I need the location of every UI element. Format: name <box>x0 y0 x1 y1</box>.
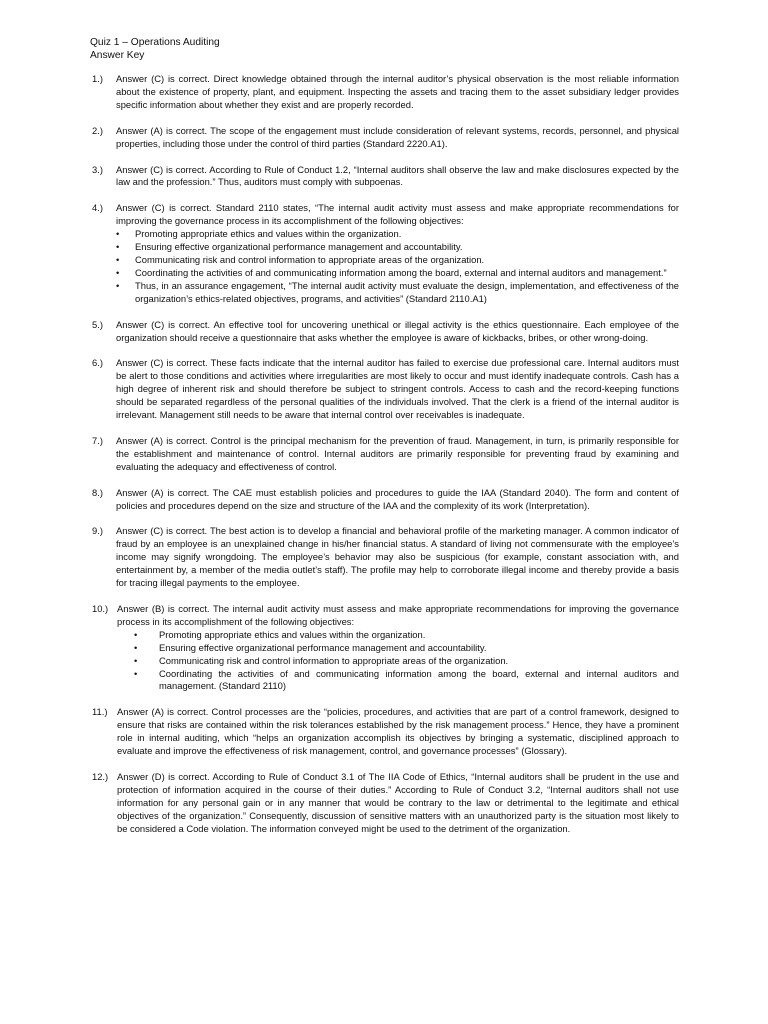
answer-item <box>92 435 679 474</box>
answer-number: 7.) <box>92 434 103 446</box>
answer-paragraph: Answer (C) is correct. Direct knowledge obtained through the internal auditor’s physical observation is the most reliable information about the existence of property, plant, and equipment. Inspecting the assets and tracing them to the asset subsidiary ledger provides specific information about whether they exist and are properly recorded. <box>116 73 679 110</box>
answer-paragraph: Answer (C) is correct. The best action is to develop a financial and behavioral profile of the marketing manager. A common indicator of fraud by an employee is an unexplained change in his/her financial status. A standard of living not commensurate with the employee’s income may signify wrongdoing. The employee’s behavior may also be suspicious (for example, constant association with, and entertainment by, a member of the media outlet’s staff). The profile may help to corroborate illegal income and thereby provide a basis for tracing illegal payments to the employee. <box>116 525 679 589</box>
answer-item <box>92 525 679 590</box>
answer-text <box>116 125 679 151</box>
answer-number: 2.) <box>92 124 103 136</box>
answer-item <box>92 202 679 305</box>
objective-item: • Promoting appropriate ethics and values within the organization. <box>116 228 679 241</box>
answer-number: 11.) <box>92 706 108 718</box>
objective-item: • Coordinating the activities of and communicating information among the board, external and internal auditors and management. (Standard 2110) <box>117 668 679 694</box>
answer-number: 12.) <box>92 770 109 782</box>
answer-text <box>117 706 679 758</box>
answer-item <box>92 357 679 422</box>
answer-item <box>92 319 679 345</box>
answer-text <box>117 603 679 693</box>
answer-item <box>92 706 679 758</box>
answer-item <box>92 125 679 151</box>
answer-number: 9.) <box>92 525 103 537</box>
objective-item: • Promoting appropriate ethics and values within the organization. <box>117 629 679 642</box>
answer-text <box>116 73 679 112</box>
objective-item: • Communicating risk and control information to appropriate areas of the organization. <box>117 655 679 668</box>
answer-paragraph: Answer (D) is correct. According to Rule of Conduct 3.1 of The IIA Code of Ethics, “Internal auditors shall be prudent in the use and protection of information acquired in the course of their duties.” According to Rule of Conduct 3.2, “Internal auditors shall not use information for any personal gain or in any manner that would be contrary to the law or detrimental to the legitimate and ethical objectives of the organization.” Consequently, discussion of sensitive matters with an unauthorized party is the situation most likely to be considered a Code violation. The information conveyed might be used to the detriment of the organization. <box>117 770 679 834</box>
answer-paragraph: Answer (C) is correct. An effective tool for uncovering unethical or illegal activity is the ethics questionnaire. Each employee of the organization should receive a questionnaire that asks whether the employee is aware of kickbacks, bribes, or other wrong-doing. <box>116 318 679 343</box>
objective-item: • Coordinating the activities of and communicating information among the board, external and internal auditors and management.” <box>116 267 679 280</box>
answer-item <box>92 603 679 693</box>
answer-item <box>92 73 679 112</box>
answer-paragraph: Answer (C) is correct. These facts indicate that the internal auditor has failed to exercise due professional care. Internal auditors must be alert to those conditions and activities where irregularities are most likely to occur and must identify inadequate controls. Cash has a high degree of inherent risk and should therefore be subject to stringent controls. Access to cash and the record-keeping functions should be separated regardless of the personal qualities of the individuals involved. That the clerk is a friend of the internal auditor is irrelevant. Management still needs to be aware that internal control over receivables is inadequate. <box>116 357 679 421</box>
document-header <box>90 37 220 62</box>
document-title: Quiz 1 – Operations Auditing <box>90 37 220 48</box>
answer-item <box>92 487 679 513</box>
answer-paragraph: Answer (A) is correct. The CAE must establish policies and procedures to guide the IAA (Standard 2040). The form and content of policies and procedures depend on the size and structure of the IAA and the complexity of its work (Interpretation). <box>116 486 679 511</box>
objective-list <box>117 629 679 694</box>
objective-item: • Ensuring effective organizational performance management and accountability. <box>116 241 679 254</box>
answer-paragraph: Answer (A) is correct. Control processes are the “policies, procedures, and activities that are part of a control framework, designed to ensure that risks are contained within the risk tolerances established by the risk management process.” Hence, they have a prominent role in internal auditing, which “helps an organization accomplish its objectives by bringing a systematic, disciplined approach to evaluate and improve the effectiveness of risk management, control, and governance processes” (Glossary). <box>117 706 679 757</box>
answer-number: 3.) <box>92 163 103 175</box>
answer-paragraph: Answer (A) is correct. Control is the principal mechanism for the prevention of fraud. Management, in turn, is primarily responsible for the establishment and maintenance of control. Internal auditors are primarily responsible for preventing fraud by examining and evaluating the adequacy and effectiveness of control. <box>116 434 679 472</box>
objective-item: • Ensuring effective organizational performance management and accountability. <box>117 642 679 655</box>
answer-number: 8.) <box>92 486 103 498</box>
answer-text <box>116 202 679 305</box>
answer-text <box>117 771 679 836</box>
answer-paragraph: Answer (B) is correct. The internal audit activity must assess and make appropriate recommendations for improving the governance process in its accomplishment of the following objectives: <box>117 603 679 627</box>
answer-paragraph: Answer (C) is correct. According to Rule of Conduct 1.2, “Internal auditors shall observe the law and make disclosures expected by the law and the profession.” Thus, auditors must comply with subpoenas. <box>116 163 679 188</box>
answer-number: 10.) <box>92 603 109 614</box>
answer-text <box>116 357 679 422</box>
objective-list <box>116 228 679 305</box>
objective-item: • Communicating risk and control information to appropriate areas of the organization. <box>116 254 679 267</box>
answer-text <box>116 164 679 190</box>
answer-number: 6.) <box>92 357 103 369</box>
answer-paragraph: Answer (C) is correct. Standard 2110 states, “The internal audit activity must assess and make appropriate recommendations for improving the governance process in its accomplishment of the following objectives: <box>116 202 679 227</box>
answer-text <box>116 435 679 474</box>
answer-number: 4.) <box>92 202 103 214</box>
answer-item <box>92 164 679 190</box>
answer-list <box>92 73 679 849</box>
answer-number: 5.) <box>92 318 103 330</box>
answer-number: 1.) <box>92 73 103 84</box>
document-subtitle: Answer Key <box>90 49 145 61</box>
answer-text <box>116 525 679 590</box>
objective-item: • Thus, in an assurance engagement, “The internal audit activity must evaluate the design, implementation, and effectiveness of the organization’s ethics-related objectives, programs, and activities” (Standard 2110.A1) <box>116 280 679 306</box>
answer-item <box>92 771 679 836</box>
answer-text <box>116 319 679 345</box>
answer-text <box>116 487 679 513</box>
answer-paragraph: Answer (A) is correct. The scope of the engagement must include consideration of relevant systems, records, personnel, and physical properties, including those under the control of third parties (Standard 2220.A1). <box>116 124 679 149</box>
